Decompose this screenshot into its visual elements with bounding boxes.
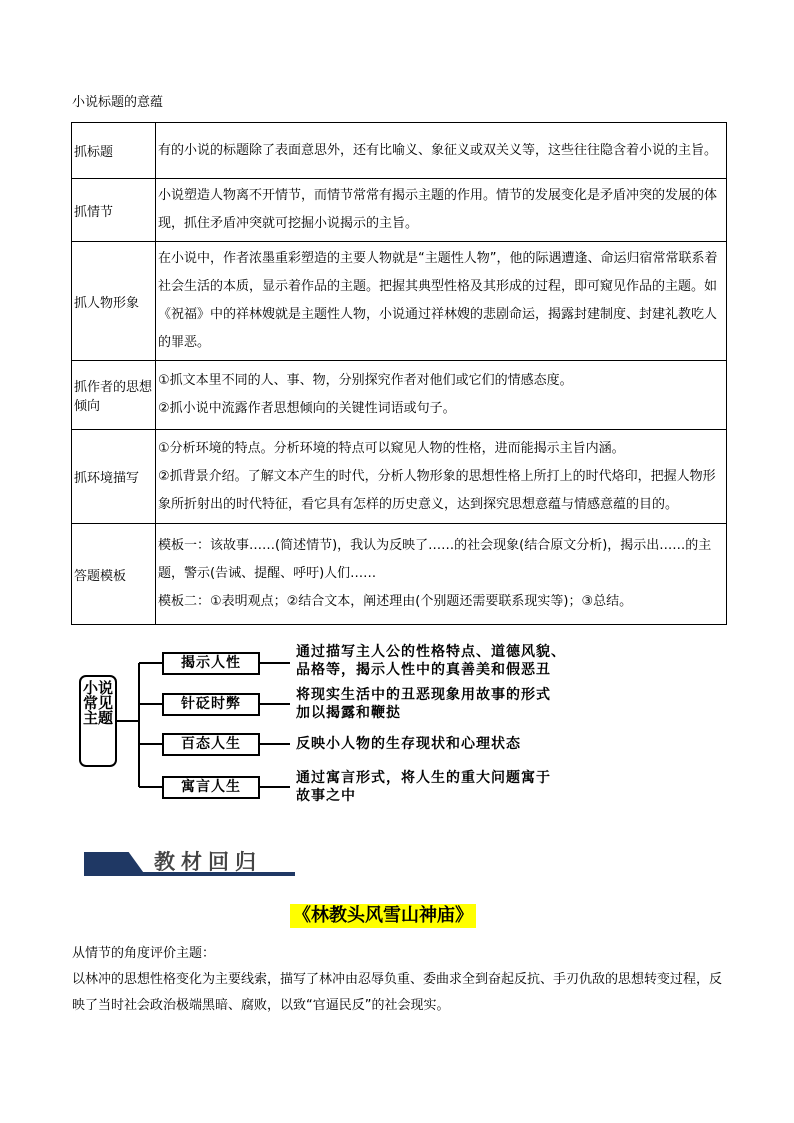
mindmap-desc: 反映小人物的生存现状和心理状态	[296, 736, 521, 752]
mindmap-desc: 通过寓言形式，将人生的重大问题寓于 故事之中	[296, 770, 551, 804]
row-label: 抓人物形象	[72, 242, 156, 361]
row-line: 模板一：该故事……(简述情节)，我认为反映了……的社会现象(结合原文分析)，揭示出……的主题，警示(告诫、提醒、呼吁)人们……	[158, 538, 712, 581]
row-line: ②抓背景介绍。了解文本产生的时代，分析人物形象的思想性格上所打上的时代烙印，把握人物形象所折射出的时代特征，看它具有怎样的历史意义，达到探究思想意蕴与情感意蕴的目的。	[158, 468, 716, 512]
row-label: 抓标题	[72, 123, 156, 179]
analysis-intro: 从情节的角度评价主题：	[72, 946, 216, 961]
row-content	[156, 179, 727, 242]
row-label: 抓情节	[72, 179, 156, 242]
table-row	[72, 242, 727, 361]
mindmap-root: 小说常见主题	[79, 675, 117, 767]
row-content	[156, 430, 727, 524]
row-line: 模板二：①表明观点；②结合文本，阐述理由(个别题还需要联系现实等)；③总结。	[158, 594, 633, 609]
row-line: ①分析环境的特点。分析环境的特点可以窥见人物的性格，进而能揭示主旨内涵。	[158, 440, 625, 456]
theme-method-table	[71, 122, 727, 625]
table-row	[72, 123, 727, 179]
section-title: 小说标题的意蕴	[72, 95, 164, 110]
mindmap-node: 针砭时弊	[162, 693, 260, 716]
mindmap-node: 寓言人生	[162, 776, 260, 799]
row-line: 有的小说的标题除了表面意思外，还有比喻义、象征义或双关义等，这些往往隐含着小说的主旨。	[158, 142, 718, 158]
mindmap-node: 揭示人性	[162, 652, 260, 675]
mindmap-desc: 通过描写主人公的性格特点、道德风貌、 品格等，揭示人性中的真善美和假恶丑	[296, 644, 566, 678]
table-body	[72, 123, 727, 625]
row-content	[156, 123, 727, 179]
row-content	[156, 524, 727, 625]
section-banner	[84, 846, 295, 876]
row-content	[156, 361, 727, 430]
banner-heading: 教材回归	[154, 849, 262, 874]
table-row	[72, 179, 727, 242]
table-row	[72, 361, 727, 430]
row-label: 抓作者的思想倾向	[72, 361, 156, 430]
mindmap-desc: 将现实生活中的丑恶现象用故事的形式 加以揭露和鞭挞	[296, 687, 551, 721]
analysis-body: 以林冲的思想性格变化为主要线索，描写了林冲由忍辱负重、委曲求全到奋起反抗、手刃仇敌的思想转变过程，反映了当时社会政治极端黑暗、腐败，以致“官逼民反”的社会现实。	[72, 972, 723, 1013]
mindmap-node: 百态人生	[162, 733, 260, 756]
row-line: ②抓小说中流露作者思想倾向的关键性词语或句子。	[158, 401, 456, 416]
table-row	[72, 524, 727, 625]
row-content	[156, 242, 727, 361]
theme-mindmap	[74, 632, 694, 810]
row-label: 抓环境描写	[72, 430, 156, 524]
table-row	[72, 430, 727, 524]
row-line: 小说塑造人物离不开情节，而情节常常有揭示主题的作用。情节的发展变化是矛盾冲突的发展的体现，抓住矛盾冲突就可挖掘小说揭示的主旨。	[158, 188, 718, 231]
banner-flag-shape	[84, 852, 146, 876]
row-label: 答题模板	[72, 524, 156, 625]
work-title: 《林教头风雪山神庙》	[290, 904, 476, 928]
row-line: ①抓文本里不同的人、事、物，分别探究作者对他们或它们的情感态度。	[158, 373, 573, 388]
row-line: 在小说中，作者浓墨重彩塑造的主要人物就是“主题性人物”，他的际遇遭逢、命运归宿常常联系着社会生活的本质，显示着作品的主题。把握其典型性格及其形成的过程，即可窥见作品的主题。如《祝福》中的祥林嫂就是主题性人物，小说通过祥林嫂的悲剧命运，揭露封建制度、封建礼教吃人的罪恶。	[158, 251, 718, 350]
